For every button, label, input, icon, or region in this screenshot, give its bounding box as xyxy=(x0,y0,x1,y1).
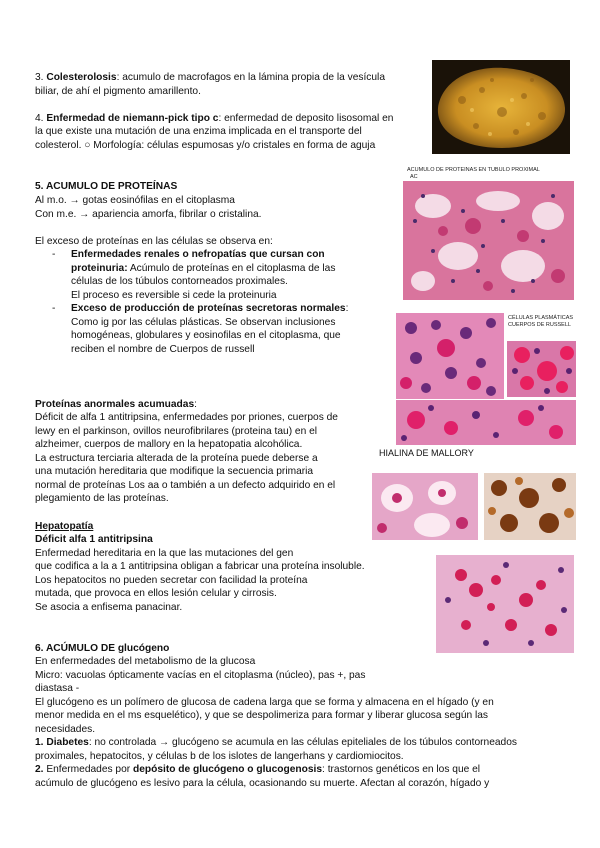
secretoras-line-2: Como ig por las células plásticas. Se observan inclusiones xyxy=(71,317,336,328)
proteinuria-line-4: El proceso es reversible si cede la proteinuria xyxy=(71,290,277,301)
secretoras-line-3: homogéneas, globulares y eosinofilas en el citoplasma, que xyxy=(71,330,341,341)
anormales-line-5: una mutación hereditaria que modifique la secuencia primaria xyxy=(35,466,314,477)
anormales-line-4: La estructura terciaria alterada de la proteína puede deberse a xyxy=(35,453,318,464)
hepatopatia-line-1: Enfermedad hereditaria en la que las mutaciones del gen xyxy=(35,548,294,559)
tubulo-proximal-micrograph xyxy=(403,181,574,300)
glucogeno-line-4: El glucógeno es un polímero de glucosa de cadena larga que se forma y almacena en el hígado (y en xyxy=(35,697,494,708)
proteinas-heading: 5. ACUMULO DE PROTEÍNAS xyxy=(35,181,178,192)
niemann-line-1: 4. Enfermedad de niemann-pick tipo c: enfermedad de deposito lisosomal en xyxy=(35,113,394,124)
glucogeno-line-2: Micro: vacuolas ópticamente vacías en el citoplasma (núcleo), pas +, pas xyxy=(35,670,366,681)
glucogenosis-line-2: acúmulo de glucógeno es lesivo para la célula, ocasionando su muerte. Afectan al corazón, hígado y xyxy=(35,778,490,789)
mallory-micrograph-right xyxy=(484,473,576,540)
plasmaticas-micrograph-right xyxy=(507,341,576,397)
proteinas-line-2: Con m.e. → apariencia amorfa, fibrilar o cristalina. xyxy=(35,209,262,220)
niemann-line-2: la que existe una mutación de una enzima implicada en el transporte del xyxy=(35,126,362,137)
anormales-line-6: normal de proteínas Los aa o también a un defecto adquirido en el xyxy=(35,480,336,491)
russell-bodies-micrograph xyxy=(396,400,576,445)
anormales-heading: Proteínas anormales acumuadas: xyxy=(35,399,197,410)
proteinas-line-1: Al m.o. → gotas eosinófilas en el citoplasma xyxy=(35,195,235,206)
hepatopatia-line-2: que codifica a la a 1 antitripsina obligan a fabricar una proteína insoluble. xyxy=(35,561,365,572)
hepatopatia-heading: Hepatopatía xyxy=(35,521,94,532)
diabetes-line-2: proximales, hepatocitos, y células b de los islotes de langerhans y cardiomiocitos. xyxy=(35,751,404,762)
caption-tubulo-line-2: AC xyxy=(410,174,418,180)
caption-mallory: HIALINA DE MALLORY xyxy=(379,448,474,458)
diabetes-line-1: 1. Diabetes: no controlada → glucógeno se acumula en las células epiteliales de los túbulos contorneados xyxy=(35,737,517,748)
bullet-dash: - xyxy=(52,303,56,314)
niemann-line-3: colesterol. ○ Morfología: células espumosas y/o cristales en forma de aguja xyxy=(35,140,376,151)
glucogeno-line-5: menor medida en el ms esquelético), y que se despolimeriza para formar y liberar glucosa según las xyxy=(35,710,489,721)
glucogeno-heading: 6. ACÚMULO DE glucógeno xyxy=(35,643,170,654)
glucogenosis-line-1: 2. Enfermedades por depósito de glucógeno o glucogenosis: trastornos genéticos en los que el xyxy=(35,764,481,775)
glucogeno-line-3: diastasa - xyxy=(35,683,80,694)
proteinuria-line-1: Enfermedades renales o nefropatías que cursan con xyxy=(71,249,325,260)
anormales-line-2: lewy en el parkinson, ovillos neurofibrilares (proteina tau) en el xyxy=(35,426,318,437)
alfa1-antitripsina-micrograph xyxy=(436,555,574,653)
caption-plasmaticas-line-2: CUERPOS DE RUSSELL xyxy=(508,322,571,328)
proteinuria-line-3: células de los túbulos contorneados proximales. xyxy=(71,276,288,287)
colesterolosis-line-2: biliar, de ahí el pigmento amarillento. xyxy=(35,86,201,97)
hepatopatia-line-3: Los hepatocitos no pueden secretar con facilidad la proteína xyxy=(35,575,308,586)
caption-tubulo-line-1: ACUMULO DE PROTEINAS EN TUBULO PROXIMAL xyxy=(407,167,540,173)
mallory-micrograph-left xyxy=(372,473,478,540)
proteinuria-line-2: proteinuria: Acúmulo de proteínas en el citoplasma de las xyxy=(71,263,336,274)
plasmaticas-micrograph-left xyxy=(396,313,504,399)
secretoras-line-1: Exceso de producción de proteínas secretoras normales: xyxy=(71,303,349,314)
hepatopatia-line-4: mutada, que provoca en ellos lesión celular y cirrosis. xyxy=(35,588,277,599)
colesterolosis-line-1: 3. Colesterolosis: acumulo de macrofagos en la lámina propia de la vesícula xyxy=(35,72,385,83)
proteinas-intro: El exceso de proteínas en las células se observa en: xyxy=(35,236,273,247)
caption-plasmaticas-line-1: CÉLULAS PLASMÁTICAS xyxy=(508,315,574,321)
colesterolosis-micrograph xyxy=(432,60,570,154)
glucogeno-line-1: En enfermedades del metabolismo de la glucosa xyxy=(35,656,256,667)
anormales-line-3: alzheimer, cuerpos de mallory en la hepatopatia alcohólica. xyxy=(35,439,303,450)
bullet-dash: - xyxy=(52,249,56,260)
anormales-line-7: plegamiento de las proteínas. xyxy=(35,493,169,504)
hepatopatia-line-5: Se asocia a enfisema panacinar. xyxy=(35,602,183,613)
secretoras-line-4: reciben el nombre de Cuerpos de russell xyxy=(71,344,255,355)
anormales-line-1: Déficit de alfa 1 antitripsina, enfermedades por priones, cuerpos de xyxy=(35,412,338,423)
hepatopatia-subheading: Déficit alfa 1 antitripsina xyxy=(35,534,153,545)
glucogeno-line-6: necesidades. xyxy=(35,724,96,735)
